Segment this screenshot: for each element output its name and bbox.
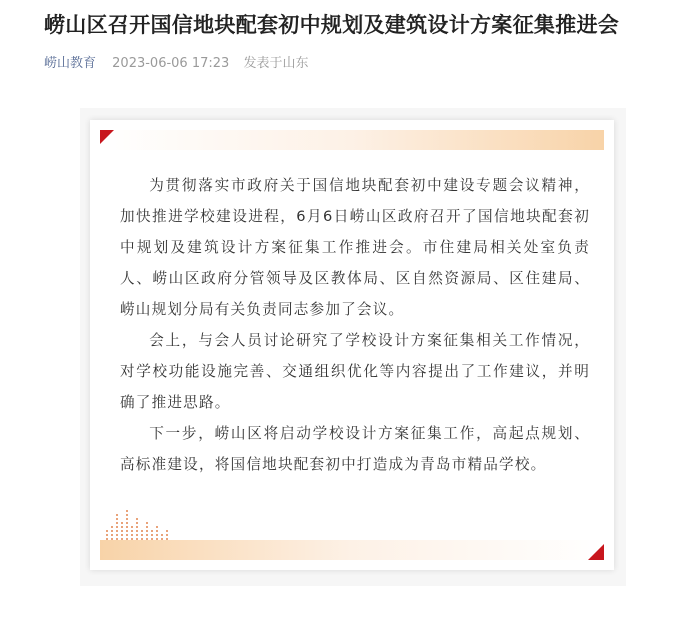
publish-time: 2023-06-06 17:23 [112,56,230,71]
article-image-card [90,120,614,570]
account-name-link[interactable]: 崂山教育 [44,56,97,71]
paragraph-3: 下一步，崂山区将启动学校设计方案征集工作，高起点规划、高标准建设，将国信地块配套初中打造成为青岛市精品学校。 [120,425,590,473]
top-left-red-corner [100,130,114,144]
bottom-right-red-corner [588,544,604,560]
paragraph-1: 为贯彻落实市政府关于国信地块配套初中建设专题会议精神，加快推进学校建设进程，6月6日崂山区政府召开了国信地块配套初中规划及建筑设计方案征集工作推进会。市住建局相关处室负责人、崂山区政府分管领导及区教体局、区自然资源局、区住建局、崂山规划分局有关负责同志参加了会议。 [120,177,590,318]
bottom-gradient-band [100,540,604,560]
article-meta [44,52,308,71]
publish-location: 发表于山东 [243,56,309,71]
card-content [120,170,590,480]
article-title: 崂山区召开国信地块配套初中规划及建筑设计方案征集推进会 [44,13,620,37]
top-gradient-band [100,130,604,150]
paragraph-2: 会上，与会人员讨论研究了学校设计方案征集相关工作情况，对学校功能设施完善、交通组织优化等内容提出了工作建议，并明确了推进思路。 [120,332,590,411]
decorative-dot-bars [104,506,174,542]
